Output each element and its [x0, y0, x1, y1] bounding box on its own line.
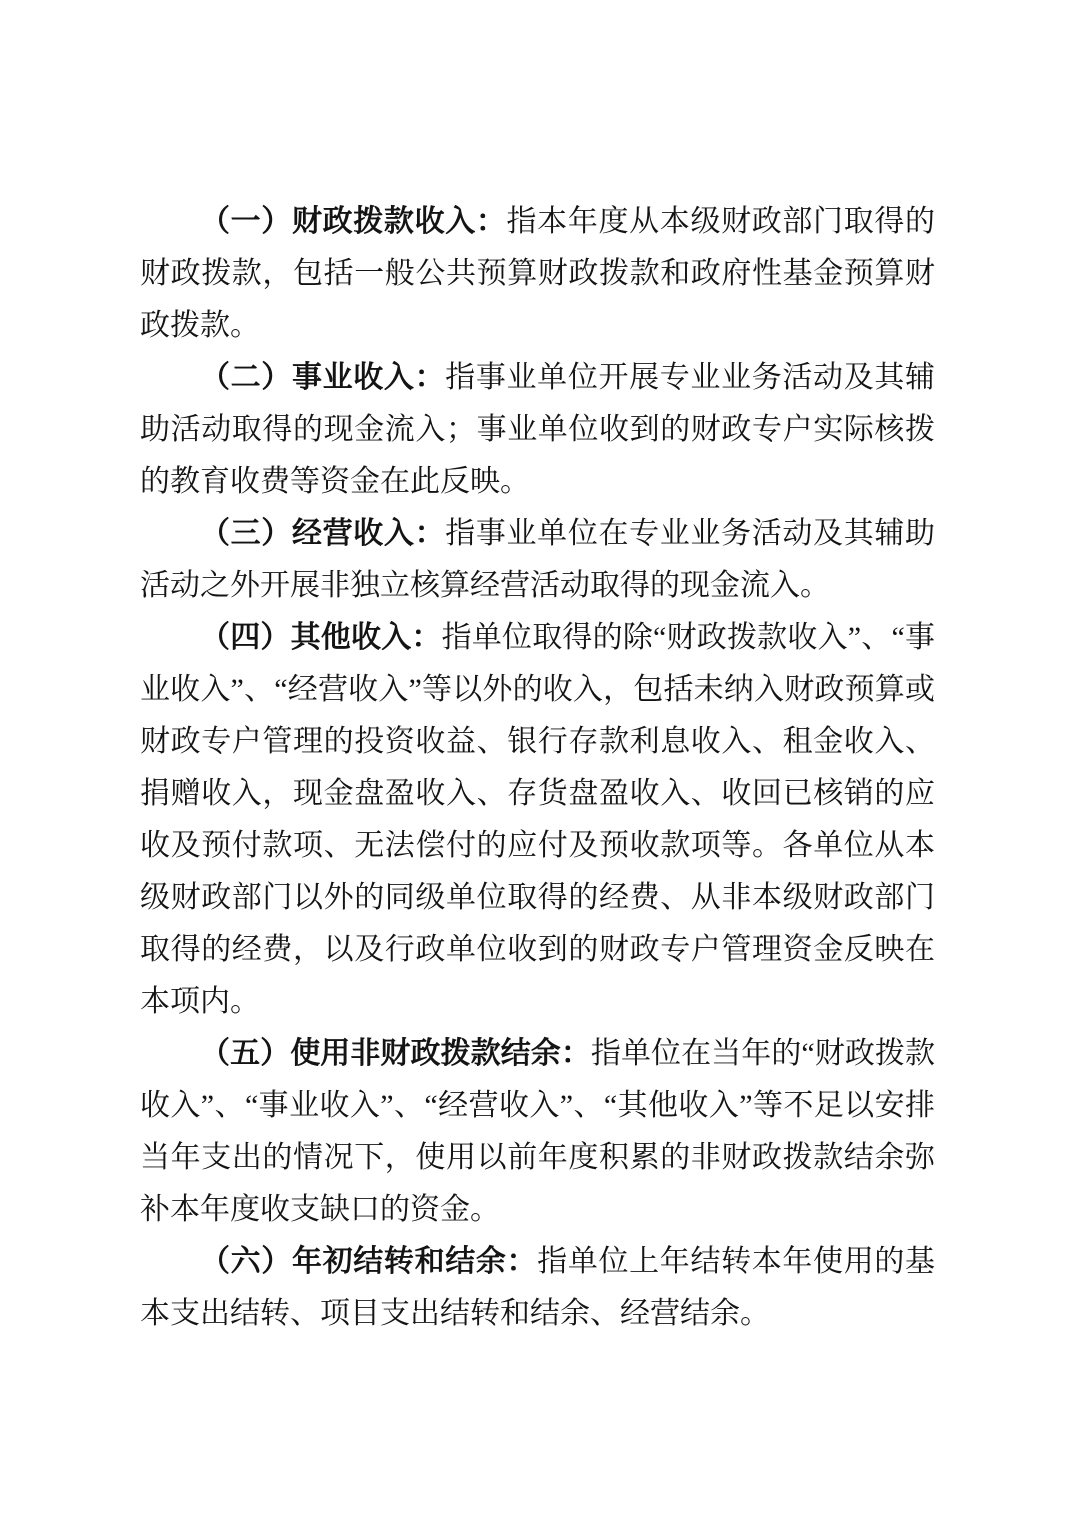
paragraph-4-body: 指单位取得的除“财政拨款收入”、“事业收入”、“经营收入”等以外的收入，包括未纳入财政预算或财政专户管理的投资收益、银行存款利息收入、租金收入、捐赠收入，现金盘盈收入、存货盘盈收入、收回已核销的应收及预付款项、无法偿付的应付及预收款项等。各单位从本级财政部门以外的同级单位取得的经费、从非本级财政部门取得的经费，以及行政单位收到的财政专户管理资金反映在本项内。 — [140, 621, 936, 1018]
document-text-block — [140, 196, 935, 1340]
paragraph-4 — [140, 612, 935, 1028]
paragraph-3 — [140, 508, 935, 612]
paragraph-6-body: 指单位上年结转本年使用的基本支出结转、项目支出结转和结余、经营结余。 — [140, 1245, 936, 1330]
paragraph-2 — [140, 352, 935, 508]
paragraph-2-heading: （二）事业收入： — [200, 361, 446, 394]
paragraph-4-heading: （四）其他收入： — [200, 621, 442, 654]
paragraph-3-heading: （三）经营收入： — [200, 517, 446, 550]
paragraph-1 — [140, 196, 935, 352]
paragraph-5 — [140, 1028, 935, 1236]
paragraph-2-body: 指事业单位开展专业业务活动及其辅助活动取得的现金流入；事业单位收到的财政专户实际核拨的教育收费等资金在此反映。 — [140, 361, 936, 498]
paragraph-3-body: 指事业单位在专业业务活动及其辅助活动之外开展非独立核算经营活动取得的现金流入。 — [140, 517, 936, 602]
paragraph-6 — [140, 1236, 935, 1340]
paragraph-5-body: 指单位在当年的“财政拨款收入”、“事业收入”、“经营收入”、“其他收入”等不足以安排当年支出的情况下，使用以前年度积累的非财政拨款结余弥补本年度收支缺口的资金。 — [140, 1037, 935, 1226]
paragraph-1-heading: （一）财政拨款收入： — [200, 205, 507, 238]
paragraph-6-heading: （六）年初结转和结余： — [200, 1245, 538, 1278]
paragraph-1-body: 指本年度从本级财政部门取得的财政拨款，包括一般公共预算财政拨款和政府性基金预算财政拨款。 — [140, 205, 936, 342]
paragraph-5-heading: （五）使用非财政拨款结余： — [200, 1037, 591, 1070]
